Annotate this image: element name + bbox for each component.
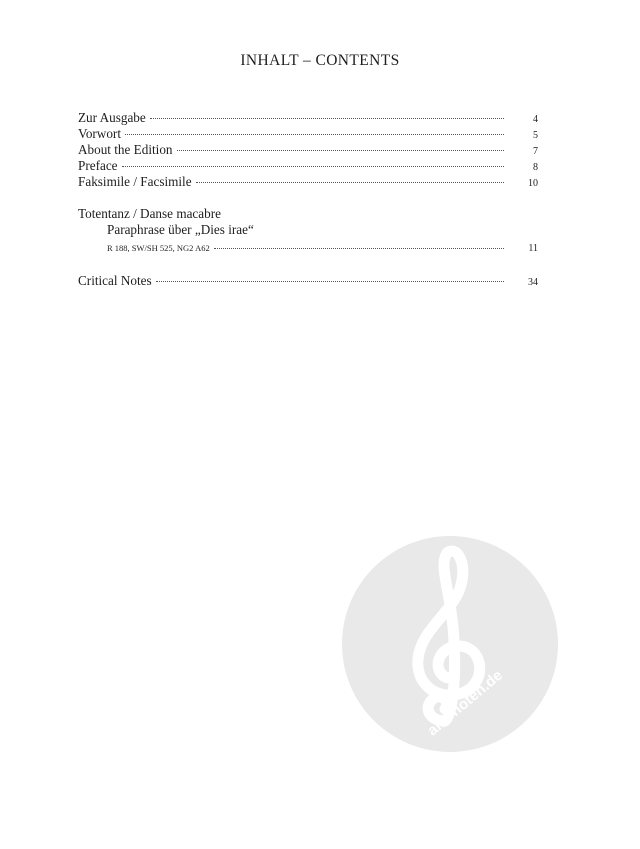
toc-entry-label: Zur Ausgabe <box>78 110 146 125</box>
dot-leader <box>177 150 504 151</box>
work-title: Totentanz / Danse macabre <box>78 206 221 221</box>
toc-entry-totentanz[interactable] <box>78 242 538 254</box>
page-title: INHALT – CONTENTS <box>240 52 400 69</box>
toc-list <box>78 110 538 190</box>
toc-entry-page: 10 <box>528 178 538 189</box>
toc-entry-facsimile[interactable] <box>78 174 538 190</box>
toc-entry-preface[interactable] <box>78 158 538 174</box>
toc-entry-vorwort[interactable] <box>78 126 538 142</box>
work-subtitle: Paraphrase über „Dies irae“ <box>107 222 254 237</box>
dot-leader <box>125 134 504 135</box>
toc-entry-page: 7 <box>533 146 538 157</box>
dot-leader <box>122 166 504 167</box>
toc-entry-label: Critical Notes <box>78 273 152 288</box>
dot-leader <box>150 118 504 119</box>
dot-leader <box>196 182 504 183</box>
toc-entry-zur-ausgabe[interactable] <box>78 110 538 126</box>
toc-entry-label: Preface <box>78 158 118 173</box>
toc-entry-page: 5 <box>533 130 538 141</box>
toc-entry-about-the-edition[interactable] <box>78 142 538 158</box>
toc-entry-label: Faksimile / Facsimile <box>78 174 192 189</box>
work-catalog-numbers: R 188, SW/SH 525, NG2 A62 <box>107 243 210 253</box>
toc-entry-page: 11 <box>528 243 538 254</box>
watermark-text: alle-noten.de <box>424 666 507 740</box>
toc-entry-page: 8 <box>533 162 538 173</box>
toc-critical-notes-group <box>78 273 538 289</box>
toc-entry-critical-notes[interactable] <box>78 273 538 289</box>
toc-entry-label: Vorwort <box>78 126 121 141</box>
toc-entry-label: About the Edition <box>78 142 173 157</box>
toc-entry-page: 34 <box>528 277 538 288</box>
toc-entry-page: 4 <box>533 114 538 125</box>
toc-work-group <box>78 206 538 254</box>
watermark-logo <box>341 535 559 753</box>
dot-leader <box>156 281 504 282</box>
dot-leader <box>214 248 504 249</box>
